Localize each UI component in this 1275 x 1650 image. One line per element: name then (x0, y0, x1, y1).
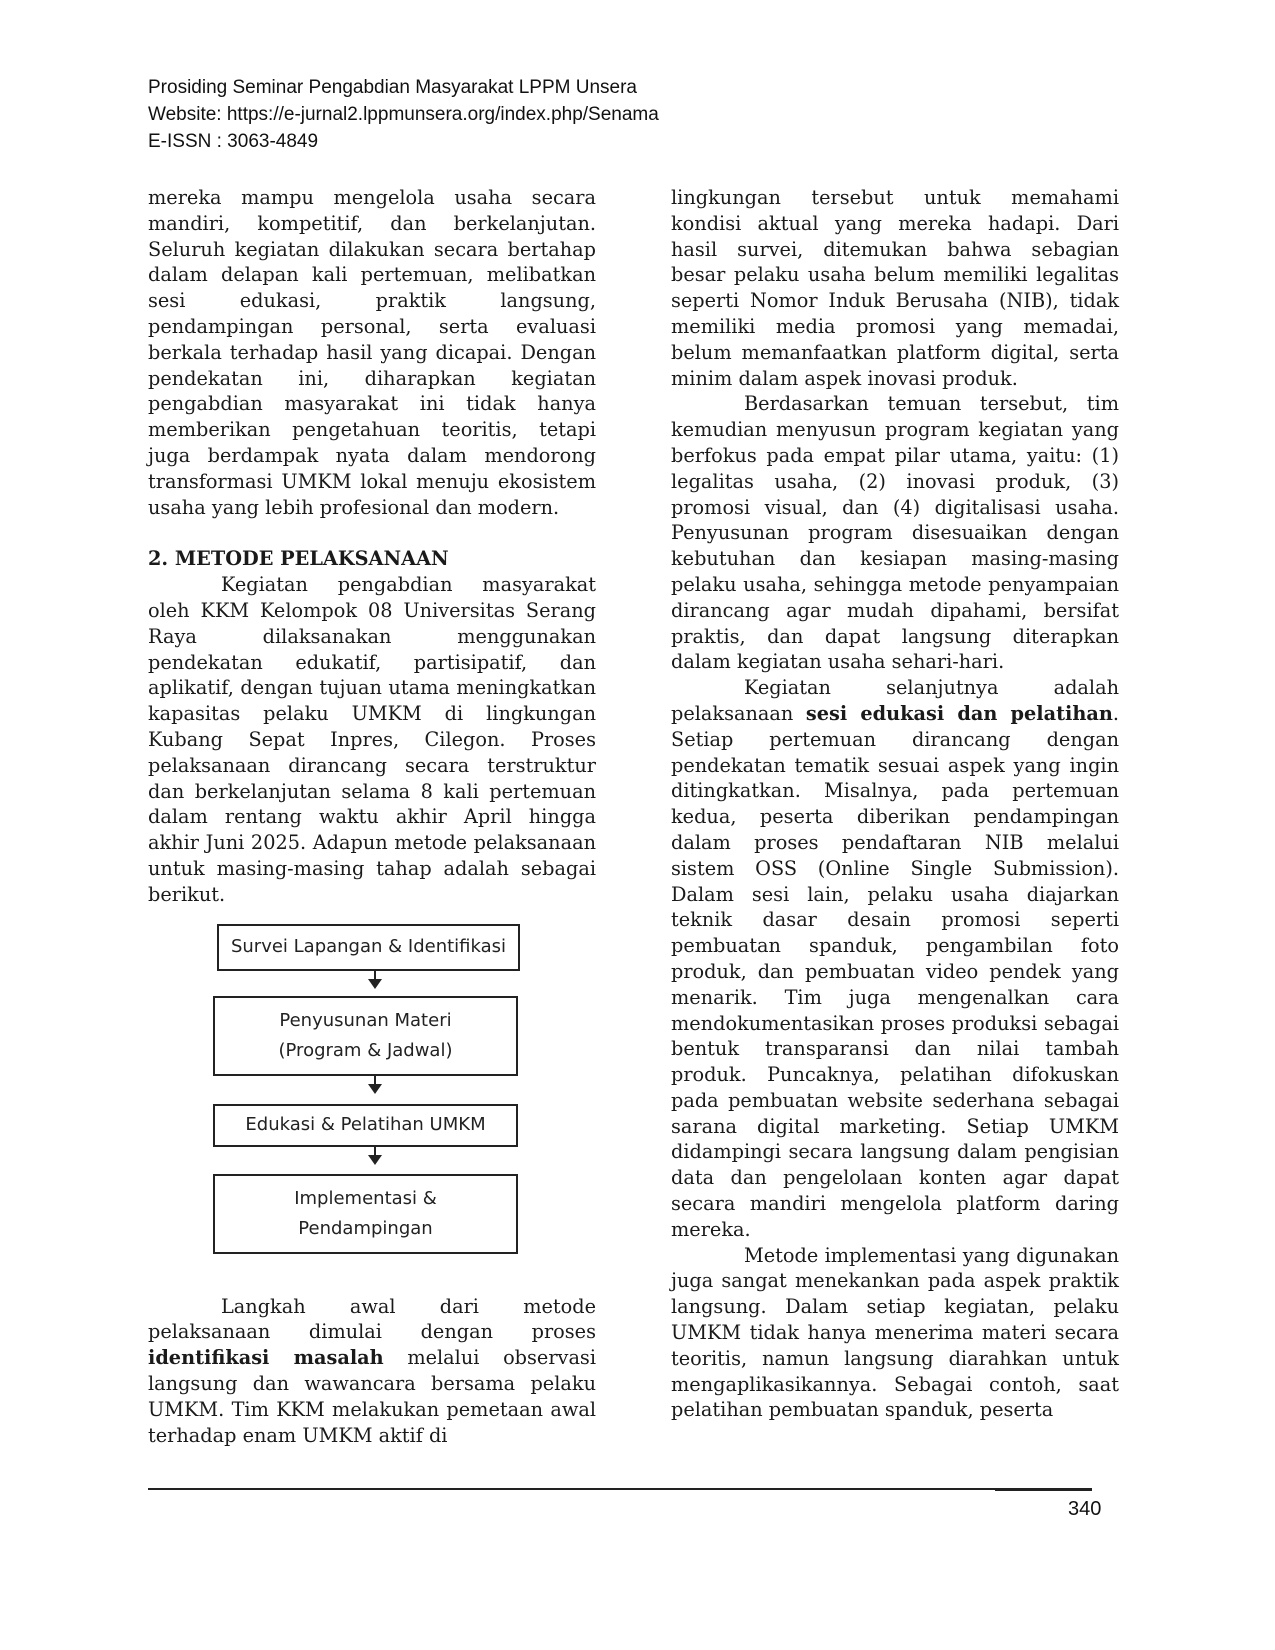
paragraph (671, 675, 1119, 1243)
flowchart-arrow (374, 1147, 376, 1163)
right-column (671, 185, 1119, 1423)
flowchart-step-label: Survei Lapangan & Identifikasi (230, 936, 507, 958)
method-flowchart (148, 924, 596, 1294)
flowchart-step-training (213, 1104, 518, 1147)
paragraph: Berdasarkan temuan tersebut, tim kemudian menyusun program kegiatan yang berfokus pada empat pilar utama, yaitu: (1) legalitas usaha, (2) inovasi produk, (3) promosi visual, dan (4) digitalisasi usaha. Penyusunan program disesuaikan dengan kebutuhan dan kesiapan masing-masing pelaku usaha, sehingga metode penyampaian dirancang agar mudah dipahami, bersifat praktis, dan dapat langsung diterapkan dalam kegiatan usaha sehari-hari. (671, 392, 1119, 674)
paragraph: lingkungan tersebut untuk memahami kondisi aktual yang mereka hadapi. Dari hasil survei, ditemukan bahwa sebagian besar pelaku usaha belum memiliki legalitas seperti Nomor Induk Berusaha (NIB), tidak memiliki media promosi yang memadai, belum memanfaatkan platform digital, serta minim dalam aspek inovasi produk. (671, 186, 1119, 390)
flowchart-step-label: Implementasi & (294, 1187, 437, 1209)
flowchart-step-implementation (213, 1174, 518, 1254)
journal-website: Website: https://e-jurnal2.lppmunsera.org/index.php/Senama (148, 104, 659, 125)
page-number: 340 (1068, 1498, 1102, 1520)
flowchart-step-label: Pendampingan (298, 1217, 433, 1239)
paragraph-text: melalui observasi langsung dan wawancara bersama pelaku UMKM. Tim KKM melakukan pemetaan awal terhadap enam UMKM aktif di (148, 1346, 596, 1447)
flowchart-step-label: (Program & Jadwal) (278, 1039, 453, 1061)
flowchart-arrow (374, 971, 376, 987)
footer-divider-accent (995, 1488, 1092, 1491)
flowchart-step-survey (217, 924, 520, 971)
paragraph: Kegiatan pengabdian masyarakat oleh KKM Kelompok 08 Universitas Serang Raya dilaksanakan menggunakan pendekatan edukatif, partisipatif, dan aplikatif, dengan tujuan utama meningkatkan kapasitas pelaku UMKM di lingkungan Kubang Sepat Inpres, Cilegon. Proses pelaksanaan dirancang secara terstruktur dan berkelanjutan selama 8 kali pertemuan dalam rentang waktu akhir April hingga akhir Juni 2025. Adapun metode pelaksanaan untuk masing-masing tahap adalah sebagai berikut. (148, 573, 596, 906)
paragraph-text: Langkah awal dari metode pelaksanaan dimulai dengan proses (148, 1294, 596, 1344)
paragraph: mereka mampu mengelola usaha secara mandiri, kompetitif, dan berkelanjutan. Seluruh kegiatan dilakukan secara bertahap dalam delapan kali pertemuan, melibatkan sesi edukasi, praktik langsung, pendampingan personal, serta evaluasi berkala terhadap hasil yang dicapai. Dengan pendekatan ini, diharapkan kegiatan pengabdian masyarakat ini tidak hanya memberikan pengetahuan teoritis, tetapi juga berdampak nyata dalam mendorong transformasi UMKM lokal menuju ekosistem usaha yang lebih profesional dan modern. (148, 186, 596, 519)
flowchart-step-label: Edukasi & Pelatihan UMKM (245, 1114, 486, 1136)
paragraph: Metode implementasi yang digunakan juga sangat menekankan pada aspek praktik langsung. Dalam setiap kegiatan, pelaku UMKM tidak hanya menerima materi secara teoritis, namun langsung diarahkan untuk mengaplikasikannya. Sebagai contoh, saat pelatihan pembuatan spanduk, peserta (671, 1243, 1119, 1422)
flowchart-step-label: Penyusunan Materi (279, 1009, 452, 1031)
left-column (148, 185, 596, 1448)
emphasis-text: identifikasi masalah (148, 1346, 384, 1370)
emphasis-text: sesi edukasi dan pelatihan (805, 701, 1113, 725)
journal-title: Prosiding Seminar Pengabdian Masyarakat LPPM Unsera (148, 77, 637, 98)
footer-divider (148, 1488, 1092, 1490)
paragraph-text: . Setiap pertemuan dirancang dengan pendekatan tematik sesuai aspek yang ingin ditingkatkan. Misalnya, pada pertemuan kedua, peserta diberikan pendampingan dalam proses pendaftaran NIB melalui sistem OSS (Online Single Submission). Dalam sesi lain, pelaku usaha diajarkan teknik dasar desain promosi seperti pembuatan spanduk, pengambilan foto produk, dan pembuatan video pendek yang menarik. Tim juga mengenalkan cara mendokumentasikan proses produksi sebagai bentuk transparansi dan nilai tambah produk. Puncaknya, pelatihan difokuskan pada pembuatan website sederhana sebagai sarana digital marketing. Setiap UMKM didampingi secara langsung dalam pengisian data dan pengelolaan konten agar dapat secara mandiri mengelola platform daring mereka. (671, 701, 1119, 1241)
journal-header (148, 74, 659, 155)
journal-issn: E-ISSN : 3063-4849 (148, 131, 319, 152)
paragraph (148, 1294, 596, 1449)
flowchart-arrow (374, 1076, 376, 1092)
flowchart-step-preparation (213, 996, 518, 1076)
section-heading: 2. METODE PELAKSANAAN (148, 547, 449, 571)
paragraph-text: Kegiatan selanjutnya adalah pelaksanaan (671, 676, 1119, 725)
